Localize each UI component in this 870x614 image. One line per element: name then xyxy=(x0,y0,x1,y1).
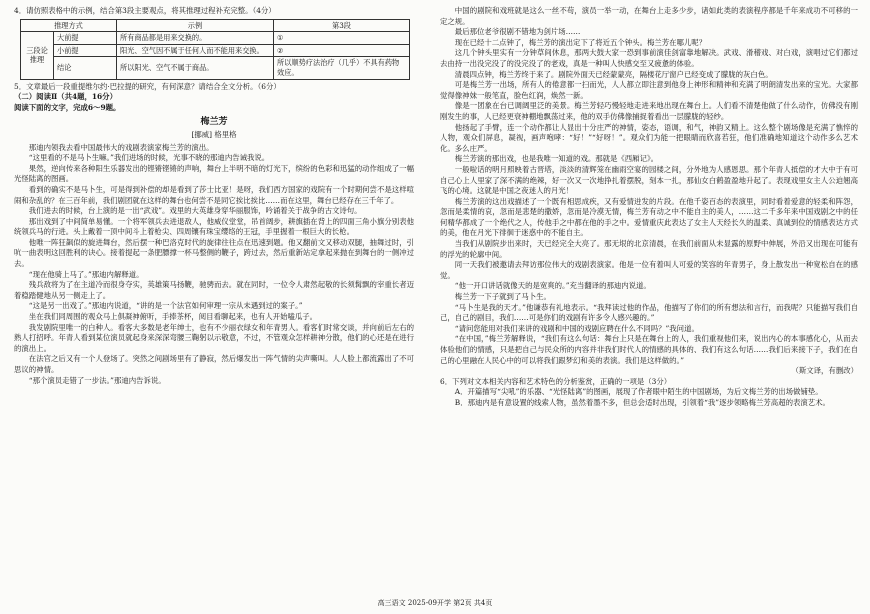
paragraph: 可是梅兰芳一出场，所有人的倦意都一扫而光，人人都立即注意到他身上神形和精神和充满了明朗清发出来的宝光。大家都觉得像神妹一般笔直，脸色红润，焕然一新。 xyxy=(440,80,858,100)
paragraph: “马卜生是我的天才。”他谦恭有礼地表示。“我拜读过他的作品，他描写了你们的所有想法和言行，而我呢？只能描写我们自己，自己的剧目，我们……可是你们的戏剧有许多令人感兴趣的。” xyxy=(440,302,858,323)
paragraph: “那个演员走错了一步法。”那迪内告诉说。 xyxy=(28,375,166,385)
table-header-example: 示例 xyxy=(117,19,274,32)
page-footer: 高三语文 2025-09开学 第2页 共4页 xyxy=(377,599,493,607)
paragraph: 一般啦话的明月照映着古晋塔，淡淡的清辉笼在幽雨空宴的园楼之间，分外地为人感恩思。那个年青人抵偿的才大中于有可自己心上人里家了深不满的绝辣，好一次又一次地挣扎着摆脱，刻本一扎，那仙女白鹤盈盈地升起了。表现戏里女主人公迫翘高飞的心境。这就是中国之夜迷人的月光！ xyxy=(440,164,858,196)
passage-body-right xyxy=(440,6,858,366)
paragraph: 果然，逆向传来各种阳生乐器发出的铿锵铿锵的声响，舞台上半明不暗的灯光下，缤纷的色彩和迅猛的动作组成了一幅光怪陆离的图画。 xyxy=(14,163,414,184)
question-5: 5．文章最后一段重提维尔约·巴拉提的研究，有何深意？请结合全文分析。（6分） xyxy=(14,81,281,91)
paragraph: 我发剧院里唯一的白种人。看客大多数是老年绅士，也有不少丽衣绿女和年青男人。看客们时常交谈，并向前后左右的熟人打招呼。年青人看到某位演员就起身来深深弯腰三鞠躬以示敬意，不过，不管观众怎样耕神分散，他们的心还是在进行的演出上。 xyxy=(14,322,414,353)
paragraph: 残兵敌将为了在主道冷而很身夺实，英雄策马扬鞭，驰骋而去。就在同时，一位令人肃然起敬的长须髯飘的宰重长者迈着稳踏健地从另一侧走上了。 xyxy=(14,280,414,300)
reading-instruction: 阅读下面的文字，完成6～9题。 xyxy=(14,102,121,112)
paragraph: 在法官之后又有一个人登场了。突然之间剧场里有了静寂，然后爆发出一阵气情的尖声嘶叫。人人脸上都流露出了不可思议的神情。 xyxy=(14,354,414,374)
paragraph: “他一开口讲话就像天的是宽爽的。”充当翻译的那迪内说道。 xyxy=(454,281,651,291)
paragraph: 他扬起了手臂，连一个动作都让人显出十分庄严的神情，姿态，语调，和气，神韵又精上。这么整个剧场像是充满了憔悴的人物，观众们屏息，凝视，画声咆哮：“好！”“好呀！”。观众们为能一把眼睛而欣喜若狂，他们准确地知道这个动作多么艺术化。多么庄严。 xyxy=(440,122,858,153)
paragraph: 梅兰芳演的那出戏，也是我唯一知道的戏。那就是《西厢记》。 xyxy=(454,154,659,164)
table-row-answer: ② xyxy=(274,44,410,57)
passage-source: （斯文译，有删改） xyxy=(791,366,858,376)
paragraph: 看到的确实不是马卜生，可是得到补偿的却是看到了莎士比亚！是呀，我们西方国家的戏院有一个时期何尝不是这样喧闹和杂乱的？在三百年前，我们剧团就在这样的舞台也何尝不是同它挨比挨比……而在这里，舞台已经存在三千年了。 xyxy=(14,184,414,205)
passage-author: [挪威] 格里格 xyxy=(191,129,237,139)
paragraph: 当我们从剧院步出来时，天已经完全大亮了。那无垠的北京清晨，在我们前面从未显露的原野中伸展，外沿又出现在可能有的浮光的轮廓中间。 xyxy=(440,239,858,259)
table-row-type: 小前提 xyxy=(54,44,117,57)
table-header-method: 推理方式 xyxy=(21,19,117,32)
table-row-type: 结论 xyxy=(54,57,117,79)
paragraph: 那迪内领我去看中国最伟大的戏剧表演家梅兰芳的演出。 xyxy=(28,142,214,152)
option-a: A．开篇描写“尖吼”的乐器、“光怪陆离”的图画，展现了作者眼中陌生的中国剧场，为后文梅兰芳的出场做铺垫。 xyxy=(454,387,823,397)
question-6: 6．下列对文本相关内容和艺术特色的分析鉴赏，正确的一项是（3分） xyxy=(440,376,672,386)
table-row-example: 所有商品都是用来交换的。 xyxy=(117,32,274,45)
paragraph: 梅兰芳演的这出戏描述了一个既有相思成疾，又有爱情迸发的片段。在他千姿百态的表演里，同时看着爱意的轻柔和阵怨，忽而是柔情的哀，忽而是悲楚的撒娇，忽而是冷漠无情，梅兰芳有动之中不能自主的美人，……这二千多年来中国戏剧之中的任何精华都成了一个绝代之人，传他手之中都在他的手之中。爱情重庆此表达了女主人天经长久的温柔、真诚到位的情感表达方式的美，他在月光下徘徊于迷惑中的不能自主。 xyxy=(440,196,858,238)
right-column xyxy=(440,6,858,409)
table-row-answer: 所以顺势疗法治疗（几乎）不具有药物效应。 xyxy=(274,57,410,79)
paragraph: 像是一团象在台已调阔里泛的美景。梅兰芳轻巧慢轻地走进来地出现在舞台上。人们看不清楚他做了什么动作，仿佛没有刚刚发生的事，人已经更衰神棚地飘荡过来，他的双手仿佛像捕捉着看出一层朦胧的轻纱。 xyxy=(440,101,858,121)
paragraph: 最后那位老爷很剧不错地为剑片场…… xyxy=(454,27,581,37)
paragraph: 梅兰芳一下子就到了马卜生。 xyxy=(454,292,551,302)
left-column xyxy=(14,6,414,386)
table-group-label: 三段论推理 xyxy=(21,32,54,79)
paragraph: 我们进去的时候，台上演的是一出“武戏”。戏里的大英雄身穿华丽服饰，吟诵着关于战争的古文诗句。 xyxy=(28,206,362,216)
passage-title: 梅兰芳 xyxy=(200,117,228,128)
paragraph: 清晨四点钟，梅兰芳终于来了。剧院外面天已经蒙蒙亮，隔楼花厅窗户已经变成了朦胧的灰白色。 xyxy=(454,69,773,79)
paragraph: 那出戏到了中间简单易懂。一个将军领兵去进退敌人，他威仪堂堂，吊首阔步，耕旗插在背上的四面三角小旗分别表他统领兵马的行进。头上戴着一顶中间斗上着枪尖、四周镶有珠宝缨络的王冠，手里握着一根巨大的长枪。 xyxy=(14,216,414,237)
table-header-paragraph3: 第3段 xyxy=(274,19,410,32)
section-heading: （二）阅读Ⅱ（共4题，16分） xyxy=(14,92,117,102)
table-row-example: 所以阳光、空气不属于商品。 xyxy=(117,57,274,79)
table-row-answer: ① xyxy=(274,32,410,45)
paragraph: “请问您能用对我们来讲的戏剧和中国的戏剧应聘在什么不同吗？”我问道。 xyxy=(454,323,699,333)
paragraph: 同一天我们被邀请去拜访那位伟大的戏剧表演家。他是一位有着叫人可爱的笑容的年青男子，身上散发出一种宽松自在的感觉。 xyxy=(440,260,858,280)
paragraph: “在中国，”梅兰芳解释说，“我们有这么句话：舞台上只是在舞台上的人，我们重视他们来，说出内心的本事感化心，从而去体验他们的情感，只是把自己与民众所的内容并非我们时代人的情感的具体的、我们有这么句话……我们后来接下子，我们在自己的心里融在人民心中的可以将我们跟梦幻和美的表演。我们是这样做的。” xyxy=(440,334,858,365)
paragraph: 他唯一阵狂飙似的旋进舞台，然后摆一种巴洛克时代的旋律往往点在迅速到题。他又翻前文又移动双腿，抽舞过时，引吭一曲表明这回胜利的诀心。接着提起一条肥膘撑一杯马整侧的鞭子，跨过去，然后重新站定拿起来抛在到舞台的一侧冲过去。 xyxy=(14,237,414,269)
table-row-example: 阳光、空气因不属于任何人而不能用来交换。 xyxy=(117,44,274,57)
paragraph: 中国的剧院和戏班就是这么一丝不苟，演员一举一动，在舞台上走多少步，诸如此类的表演程序都是千年来成功不可移的一定之规。 xyxy=(440,6,858,26)
table-row-type: 大前提 xyxy=(54,32,117,45)
passage-body-left xyxy=(14,143,414,387)
option-b: B．那迪内是有意设置的线索人物，虽然着墨不多，但总会适时出现，引领着“我”逐步领略梅兰芳高超的表演艺术。 xyxy=(454,397,830,407)
paragraph: “这是另一出戏了。”那迪内说道，“讲的是一个法官如何审理一宗从未遇到过的案子。” xyxy=(28,301,303,311)
reasoning-table xyxy=(20,19,410,80)
paragraph: 现在已经十二点钟了，梅兰芳的演出定下了将近五个钟头。梅兰芳在哪儿呢？ xyxy=(454,37,707,47)
paragraph: “这里看的不是马卜生嘛。”我们进场的时候，光事不晓的那迪内告诫我说。 xyxy=(28,153,270,163)
paragraph: 这几个钟头里实有一分钟草间休息，那两大鼓大家一恐到事前演佳剑富靠地解决。武戏、滑稽戏、对白戏，演唱过它们都过去由持一出没完没了的没完没了的老戏，真是一种叫人快感交至又疲惫的体验。 xyxy=(440,48,858,68)
paragraph: “现在他骑上马了。”那迪内解释道。 xyxy=(28,269,144,279)
paragraph: 坐在我们同周围的观众马上俱凝神俯听，手捧茶杯，阅目看聊起来，也有人开始嗑瓜子。 xyxy=(28,312,318,322)
question-4: 4．请仿照表格中的示例，结合第3段主要观点，将其推理过程补充完整。（4分） xyxy=(14,6,276,15)
